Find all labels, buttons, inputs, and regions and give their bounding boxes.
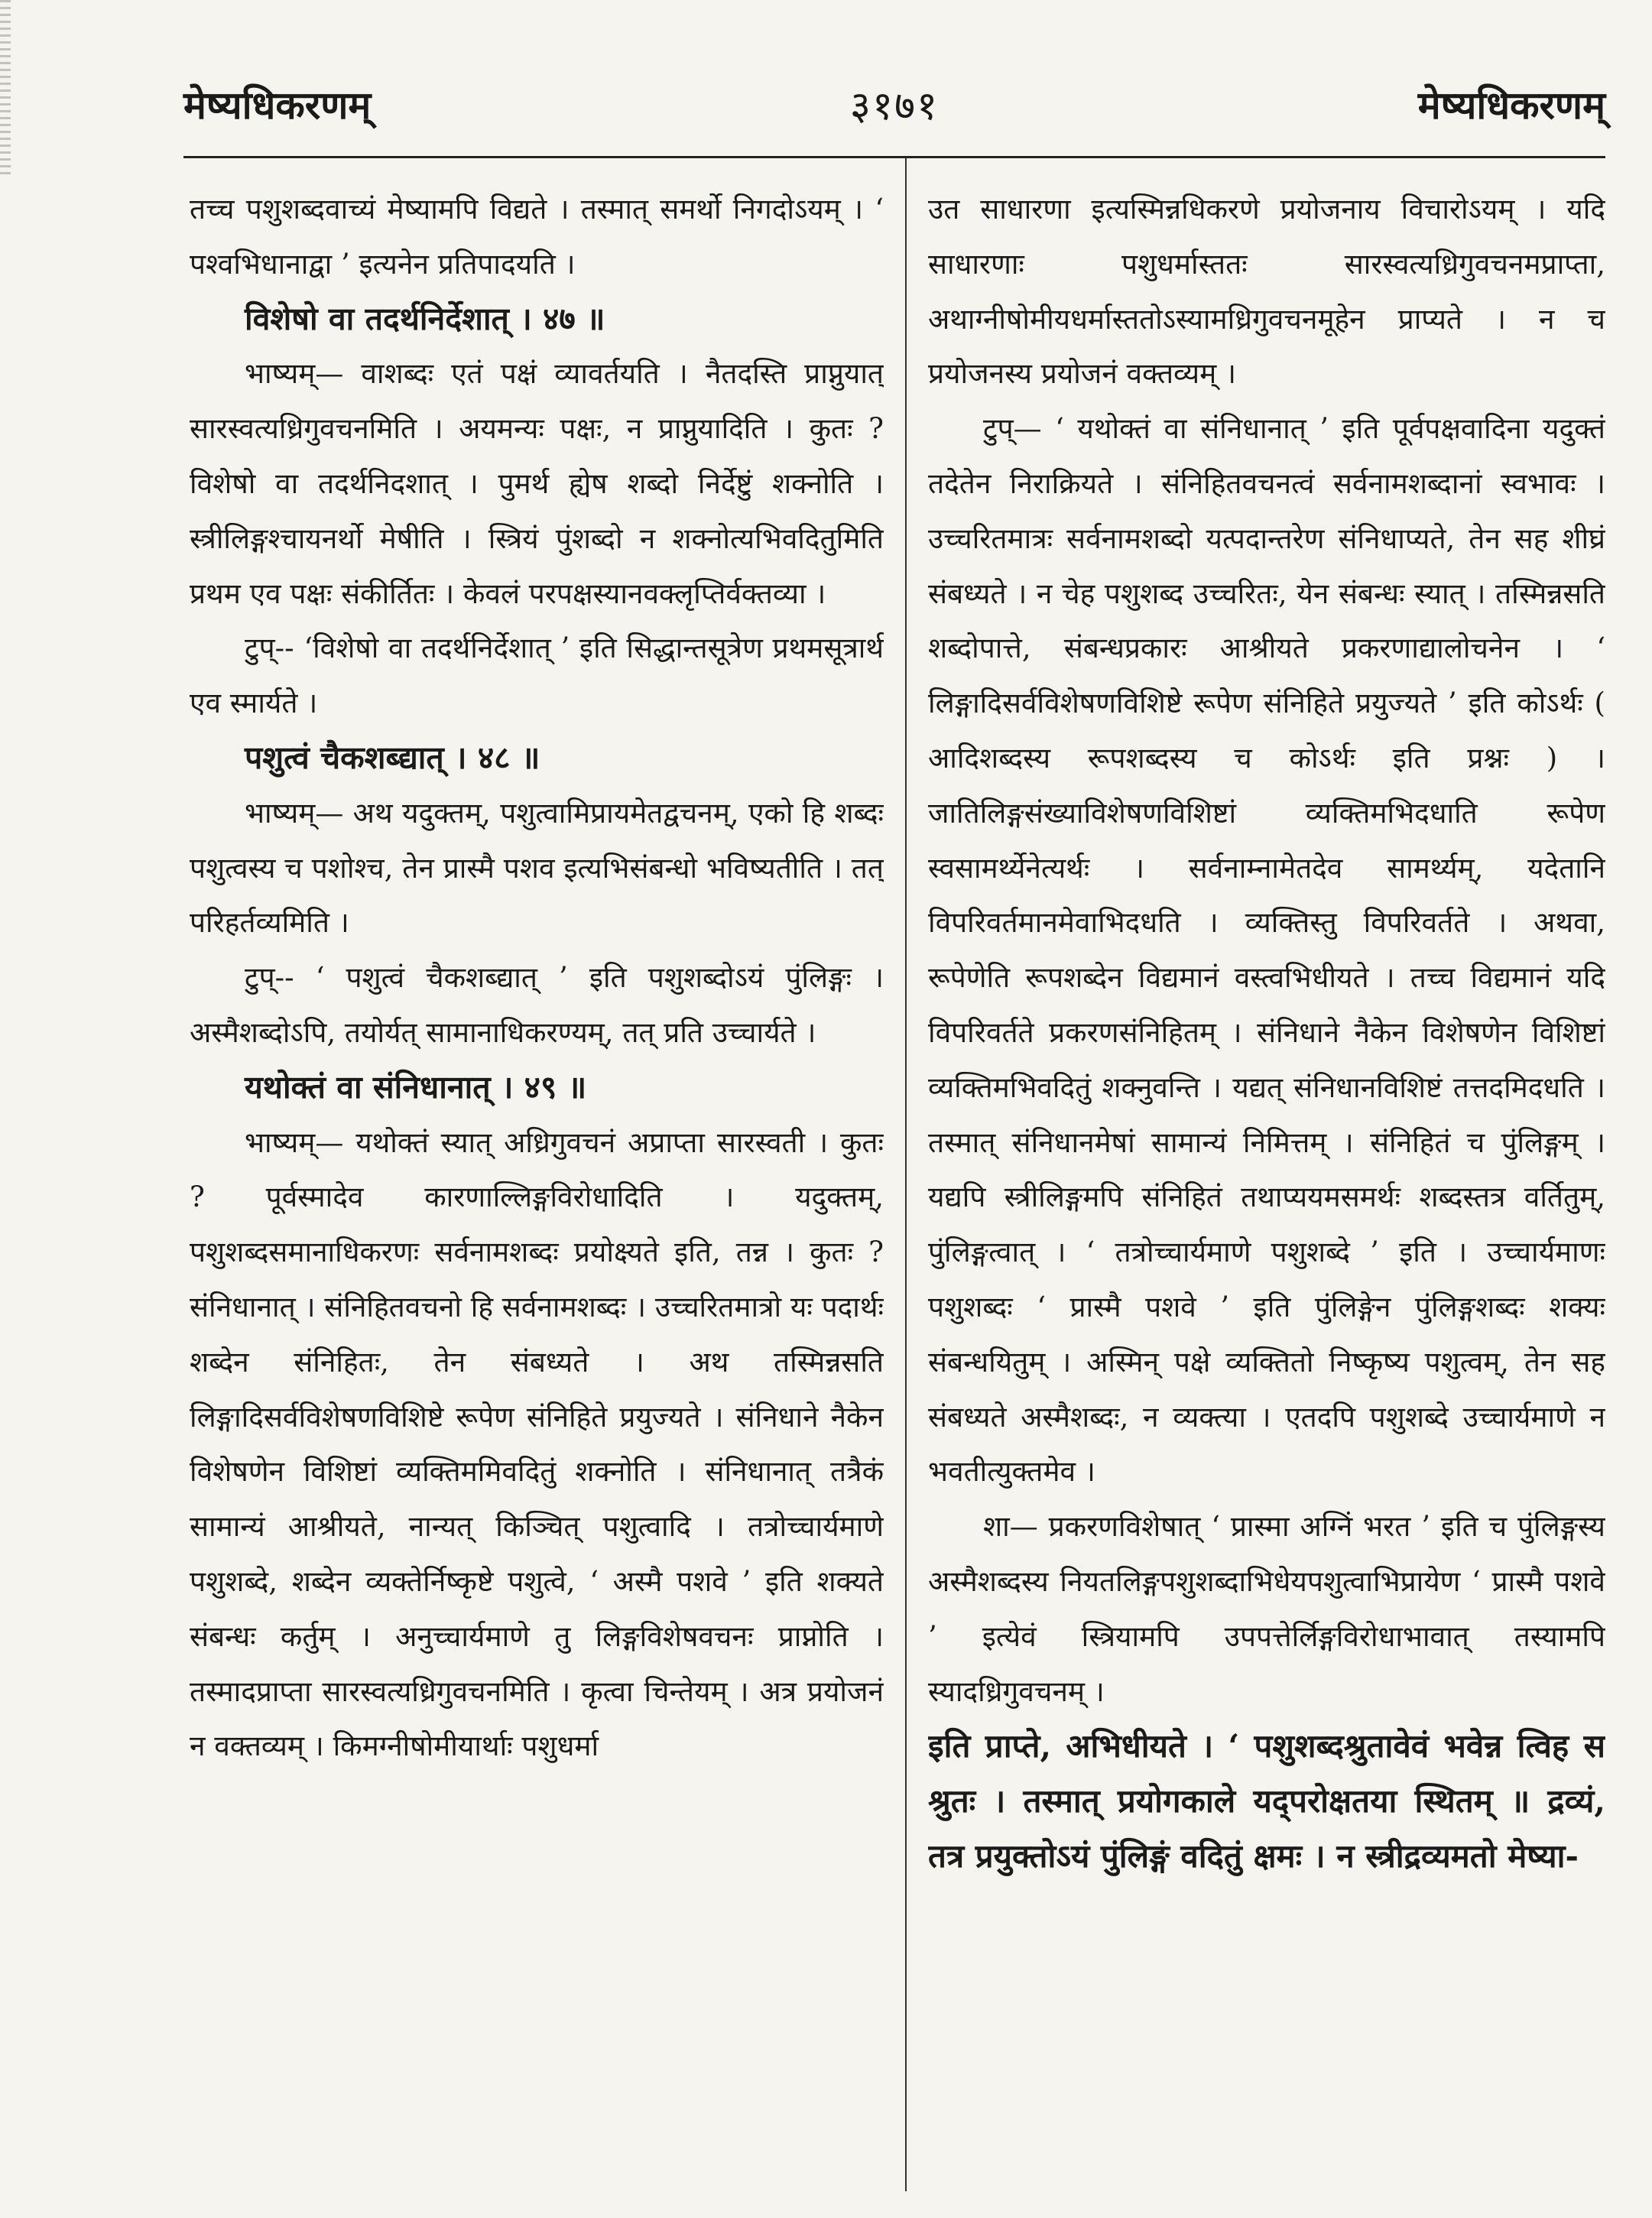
left-para-bhashya-49: भाष्यम्— यथोक्तं स्यात् अध्रिगुवचनं अप्राप्ता सारस्वती । कुतः ? पूर्वस्मादेव कारणाल्लिङ्गविरोधादिति । यदुक्तम्, पशुशब्दसमानाधिकरणः सर्वनामशब्दः प्रयोक्ष्यते इति, तन्न । कुतः ? संनिधानात् । संनिहितवचनो हि सर्वनामशब्दः । उच्चरितमात्रो यः पदार्थः शब्देन संनिहितः, तेन संबध्यते । अथ तस्मिन्नसति लिङ्गादिसर्वविशेषणविशिष्टे रूपेण संनिहिते प्रयुज्यते । संनिधाने नैकेन विशेषणेन विशिष्टां व्यक्तिममिवदितुं शक्नोति । संनिधानात् तत्रैकं सामान्यं आश्रीयते, नान्यत् किञ्चित् पशुत्वादि । तत्रोच्चार्यमाणे पशुशब्दे, शब्देन व्यक्तेर्निष्कृष्टे पशुत्वे, ‘ अस्मै पशवे ’ इति शक्यते संबन्धः कर्तुम् । अनुच्चार्यमाणे तु लिङ्गविशेषवचनः प्राप्नोति । तस्मादप्राप्ता सारस्वत्यध्रिगुवचनमिति । कृत्वा चिन्तेयम् । अत्र प्रयोजनं न वक्तव्यम् । किमग्नीषोमीयार्थाः पशुधर्मा <box>190 1125 884 1763</box>
right-text-0: उत साधारणा इत्यस्मिन्नधिकरणे प्रयोजनाय विचारोऽयम् । यदि साधारणाः पशुधर्मास्ततः सारस्वत्यध्रिगुवचनमप्राप्ता, अथाग्नीषोमीयधर्मास्ततोऽस्यामध्रिगुवचनमूहेन प्राप्यते । न च प्रयोजनस्य प्रयोजनं वक्तव्यम् । <box>928 193 1605 391</box>
scan-edge-mark <box>0 0 11 176</box>
sutra-49: यथोक्तं वा संनिधानात् । ४९ ॥ <box>245 1068 587 1106</box>
sutra-47: विशेषो वा तदर्थनिर्देशात् । ४७ ॥ <box>245 300 605 337</box>
left-para-bhashya-48: भाष्यम्— अथ यदुक्तम्, पशुत्वामिप्रायमेतद्वचनम्, एको हि शब्दः पशुत्वस्य च पशोश्च, तेन प्रास्मै पशव इत्यभिसंबन्धो भविष्यतीति । तत् परिहर्तव्यमिति । <box>190 796 884 940</box>
page-number: ३१७१ <box>849 83 940 129</box>
column-divider <box>905 158 907 2191</box>
header-left-title: मेष्यधिकरणम् <box>183 83 372 128</box>
header-right-title: मेष्यधिकरणम् <box>1417 83 1605 128</box>
left-column <box>190 182 884 2193</box>
right-para-tup-49: टुप्— ‘ यथोक्तं वा संनिधानात् ’ इति पूर्वपक्षवादिना यदुक्तं तदेतेन निराक्रियते । संनिहितवचनत्वं सर्वनामशब्दानां स्वभावः । उच्चरितमात्रः सर्वनामशब्दो यत्पदान्तरेण संनिधाप्यते, तेन सह शीघ्रं संबध्यते । न चेह पशुशब्द उच्चरितः, येन संबन्धः स्यात् । तस्मिन्नसति शब्दोपात्ते, संबन्धप्रकारः आश्रीयते प्रकरणाद्यालोचनेन । ‘ लिङ्गादिसर्वविशेषणविशिष्टे रूपेण संनिहिते प्रयुज्यते ’ इति कोऽर्थः ( आदिशब्दस्य रूपशब्दस्य च कोऽर्थः इति प्रश्नः ) । जातिलिङ्गसंख्याविशेषणविशिष्टां व्यक्तिमभिदधाति रूपेण स्वसामर्थ्येनेत्यर्थः । सर्वनाम्नामेतदेव सामर्थ्यम्, यदेतानि विपरिवर्तमानमेवाभिदधति । व्यक्तिस्तु विपरिवर्तते । अथवा, रूपेणेति रूपशब्देन विद्यमानं वस्त्वभिधीयते । तच्च विद्यमानं यदि विपरिवर्तते प्रकरणसंनिहितम् । संनिधाने नैकेन विशेषणेन विशिष्टां व्यक्तिमभिवदितुं शक्नुवन्ति । यद्यत् संनिधानविशिष्टं तत्तदमिदधति । तस्मात् संनिधानमेषां सामान्यं निमित्तम् । संनिहितं च पुंलिङ्गम् । यद्यपि स्त्रीलिङ्गमपि संनिहितं तथाप्ययमसमर्थः शब्दस्तत्र वर्तितुम्, पुंलिङ्गत्वात् । ‘ तत्रोच्चार्यमाणे पशुशब्दे ’ इति । उच्चार्यमाणः पशुशब्दः ‘ प्रास्मै पशवे ’ इति पुंलिङ्गेन पुंलिङ्गशब्दः शक्यः संबन्धयितुम् । अस्मिन् पक्षे व्यक्तितो निष्कृष्य पशुत्वम्, तेन सह संबध्यते अस्मैशब्दः, न व्यक्त्या । एतदपि पशुशब्दे उच्चार्यमाणे न भवतीत्युक्तमेव । <box>928 412 1605 1489</box>
left-para-tup-48: टुप्-- ‘ पशुत्वं चैकशब्द्यात् ’ इति पशुशब्दोऽयं पुंलिङ्गः । अस्मैशब्दोऽपि, तयोर्यत् सामानाधिकरण्यम्, तत् प्रति उच्चार्यते । <box>190 961 884 1049</box>
left-text-0: तच्च पशुशब्दवाच्यं मेष्यामपि विद्यते । तस्मात् समर्थो निगदोऽयम् । ‘ पश्वभिधानाद्वा ’ इत्यनेन प्रतिपादयति । <box>190 193 884 281</box>
header-rule <box>183 156 1605 158</box>
left-para-tup-47: टुप्-- ‘विशेषो वा तदर्थनिर्देशात् ’ इति सिद्धान्तसूत्रेण प्रथमसूत्रार्थ एव स्मार्यते । <box>190 632 884 720</box>
right-para-siddhanta: इति प्राप्ते, अभिधीयते । ‘ पशुशब्दश्रुतावेवं भवेन्न त्विह स श्रुतः । तस्मात् प्रयोगकाले यद्परोक्षतया स्थितम् ॥ द्रव्यं, तत्र प्रयुक्तोऽयं पुंलिङ्गं वदितुं क्षमः । न स्त्रीद्रव्यमतो मेष्या- <box>928 1727 1605 1875</box>
right-column <box>928 182 1605 2193</box>
right-para-shastra: शा— प्रकरणविशेषात् ‘ प्रास्मा अग्निं भरत ’ इति च पुंलिङ्गस्य अस्मैशब्दस्य नियतलिङ्गपशुशब्दाभिधेयपशुत्वाभिप्रायेण ‘ प्रास्मै पशवे ’ इत्येवं स्त्रियामपि उपपत्तेर्लिङ्गविरोधाभावात् तस्यामपि स्यादध्रिगुवचनम् । <box>928 1510 1605 1708</box>
sutra-48: पशुत्वं चैकशब्द्यात् । ४८ ॥ <box>245 739 540 776</box>
left-para-bhashya-47: भाष्यम्— वाशब्दः एतं पक्षं व्यावर्तयति । नैतदस्ति प्राप्नुयात् सारस्वत्यध्रिगुवचनमिति । अयमन्यः पक्षः, न प्राप्नुयादिति । कुतः ? विशेषो वा तदर्थनिदशात् । पुमर्थ ह्येष शब्दो निर्देष्टुं शक्नोति । स्त्रीलिङ्गश्चायनर्थो मेषीति । स्त्रियं पुंशब्दो न शक्नोत्यभिवदितुमिति प्रथम एव पक्षः संकीर्तितः । केवलं परपक्षस्यानवक्लृप्तिर्वक्तव्या । <box>190 357 884 610</box>
page-header <box>183 73 1605 135</box>
